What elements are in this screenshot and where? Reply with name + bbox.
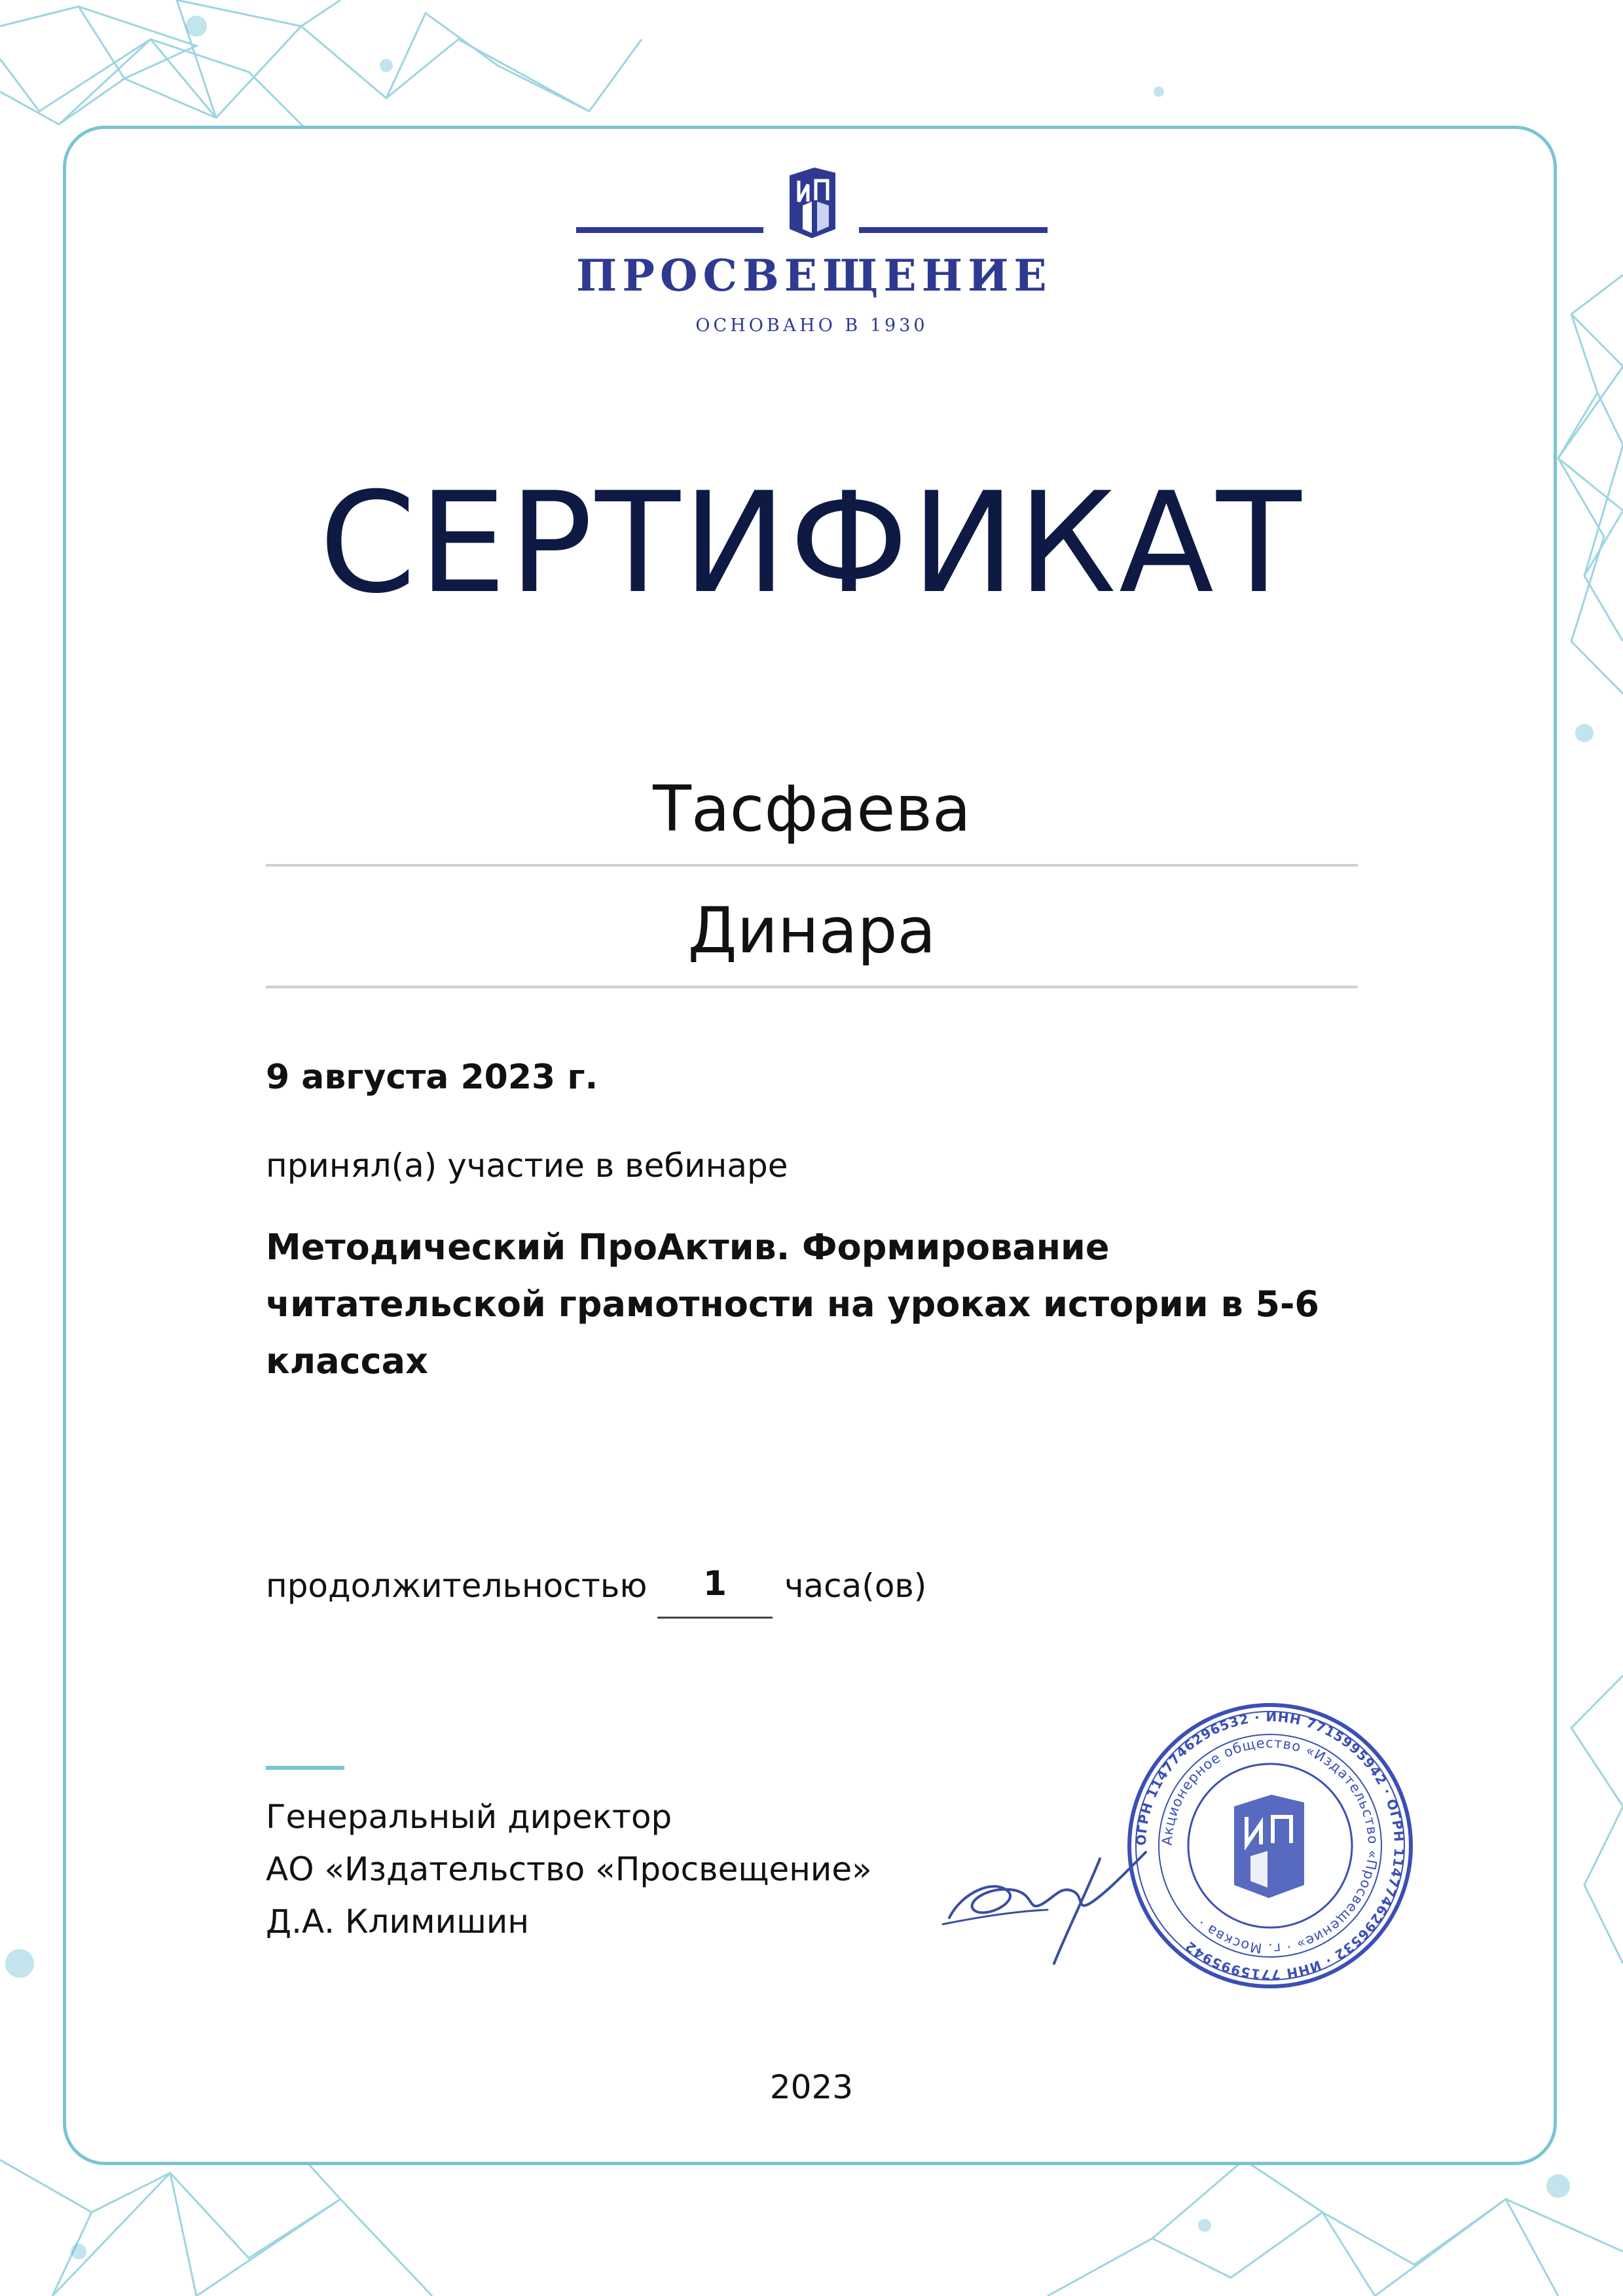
duration-unit: часа(ов) — [784, 1567, 927, 1605]
stamp-inner-text: Акционерное общество «Издательство «Просвещение» · г. Москва · — [1159, 1734, 1381, 1957]
publisher-founded: ОСНОВАНО В 1930 — [695, 315, 928, 336]
duration-rule — [657, 1617, 773, 1619]
webinar-title: Методический ПроАктив. Формирование читательской грамотности на уроках истории в 5-6 классах — [266, 1227, 1319, 1382]
stamp-outer-text: ОГРН 1147746296532 · ИНН 7715995942 · ОГРН 1147746296532 · ИНН 7715995942 — [1133, 1708, 1408, 1983]
stamp-logo-icon — [1234, 1795, 1304, 1898]
signatory-position: Генеральный директор — [266, 1798, 672, 1836]
first-name-rule — [266, 986, 1358, 988]
logo-rule-left — [576, 227, 763, 233]
event-date: 9 августа 2023 г. — [266, 1058, 598, 1097]
signatory-accent-rule — [266, 1766, 344, 1770]
certificate-year: 2023 — [769, 2068, 854, 2106]
company-seal — [1120, 1695, 1421, 1996]
recipient-first-name: Динара — [687, 894, 936, 967]
surname-rule — [266, 864, 1358, 867]
logo-mark-icon — [783, 164, 842, 242]
publisher-logo — [576, 164, 1052, 347]
logo-rule-right — [859, 227, 1048, 233]
duration-label: продолжительностью — [266, 1567, 647, 1605]
signatory-company: АО «Издательство «Просвещение» — [266, 1850, 872, 1888]
duration-value: 1 — [702, 1564, 727, 1604]
publisher-name: ПРОСВЕЩЕНИЕ — [576, 250, 1052, 301]
participation-text: принял(а) участие в вебинаре — [266, 1147, 788, 1185]
recipient-surname: Тасфаева — [653, 772, 971, 846]
signatory-name: Д.А. Климишин — [266, 1903, 530, 1941]
certificate-title: СЕРТИФИКАТ — [319, 462, 1304, 624]
